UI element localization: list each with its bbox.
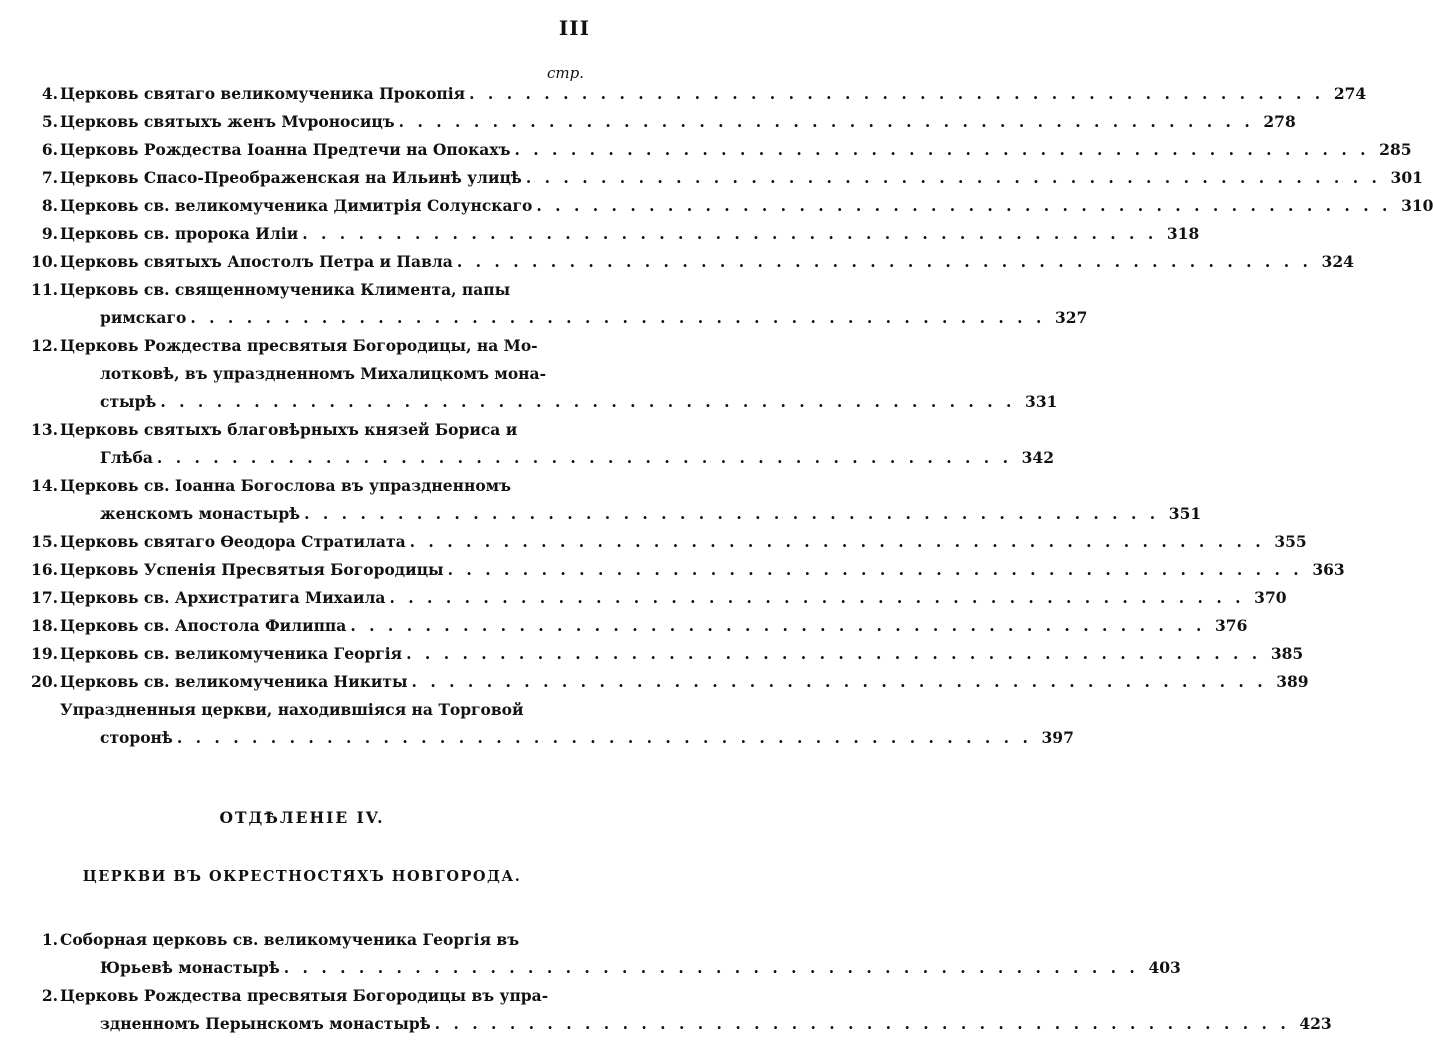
toc-entry-line: [60, 80, 1367, 108]
dot-leader: . . . . . . . . . . . . . . . . . . . . . . . . . . . . . . . . . . . . . . . . . . . . . .: [350, 616, 1206, 635]
table-of-contents-bottom: [0, 926, 1332, 1038]
toc-entry: [0, 248, 1354, 276]
toc-entry-text: Церковь св. священномученика Климента, папы: [60, 280, 511, 299]
toc-entry-text: Церковь св. Апостола Филиппа: [60, 616, 347, 635]
toc-entry-text: Церковь Рождества пресвятыя Богородицы, на Мо-: [60, 336, 538, 355]
toc-entry-page: 389: [1276, 672, 1309, 691]
toc-entry-number: 13.: [31, 420, 58, 439]
toc-entry-number: 12.: [31, 336, 58, 355]
toc-entry-text: Церковь святаго Ѳеодора Стратилата: [60, 532, 406, 551]
toc-entry-text: Церковь св. великомученика Никиты: [60, 672, 408, 691]
toc-entry: [0, 220, 1200, 248]
section-heading: ОТДѢЛЕНІЕ IV.: [219, 808, 385, 827]
toc-entry-number: 4.: [41, 84, 58, 103]
toc-entry-page: 385: [1270, 644, 1304, 663]
toc-entry-number: 6.: [41, 140, 58, 159]
toc-entry-number: 9.: [41, 224, 58, 243]
dot-leader: . . . . . . . . . . . . . . . . . . . . . . . . . . . . . . . . . . . . . . . . . . . . . .: [411, 672, 1267, 691]
toc-entry-page: 397: [1041, 728, 1074, 747]
toc-entry-line: [60, 926, 590, 954]
toc-entry-number: 2.: [41, 986, 58, 1005]
toc-entry: [0, 612, 1248, 640]
toc-entry-line: [60, 108, 1296, 136]
page-number: III: [558, 16, 590, 40]
dot-leader: . . . . . . . . . . . . . . . . . . . . . . . . . . . . . . . . . . . . . . . . . . . . . .: [469, 84, 1325, 103]
toc-entry-page: 351: [1168, 504, 1202, 523]
toc-entry-number: 10.: [31, 252, 58, 271]
toc-entry-number: 15.: [31, 532, 58, 551]
toc-entry-page: 331: [1025, 392, 1058, 411]
toc-entry-number: 17.: [31, 588, 58, 607]
toc-entry: [0, 640, 1304, 668]
toc-entry-page: 342: [1021, 448, 1054, 467]
dot-leader: . . . . . . . . . . . . . . . . . . . . . . . . . . . . . . . . . . . . . . . . . . . . . .: [434, 1014, 1290, 1033]
toc-entry: [0, 556, 1345, 584]
dot-leader: . . . . . . . . . . . . . . . . . . . . . . . . . . . . . . . . . . . . . . . . . . . . . .: [160, 392, 1016, 411]
toc-entry-line: [60, 668, 1309, 696]
toc-entry: [0, 982, 1332, 1038]
toc-entry-number: 18.: [31, 616, 58, 635]
toc-entry-line: [60, 276, 590, 304]
toc-entry-line: [60, 332, 590, 360]
toc-entry: [0, 80, 1367, 108]
toc-entry-page: 327: [1055, 308, 1088, 327]
table-of-contents-top: [0, 80, 1433, 752]
dot-leader: . . . . . . . . . . . . . . . . . . . . . . . . . . . . . . . . . . . . . . . . . . . . . .: [156, 448, 1012, 467]
toc-entry-number: 20.: [31, 672, 58, 691]
toc-entry-number: 16.: [31, 560, 58, 579]
toc-entry-page: 423: [1299, 1014, 1332, 1033]
toc-entry-title: [60, 668, 1309, 696]
dot-leader: . . . . . . . . . . . . . . . . . . . . . . . . . . . . . . . . . . . . . . . . . . . . . .: [304, 504, 1160, 523]
toc-entry-page: 285: [1379, 140, 1412, 159]
toc-entry-title: [60, 164, 1423, 192]
toc-entry: [0, 192, 1433, 220]
toc-entry-line: [60, 500, 1202, 528]
toc-entry-text: Церковь св. пророка Иліи: [60, 224, 299, 243]
toc-entry-title: [60, 332, 1058, 416]
toc-entry-text: Церковь Рождества Іоанна Предтечи на Опокахъ: [60, 140, 511, 159]
toc-entry: [0, 332, 1058, 416]
dot-leader: . . . . . . . . . . . . . . . . . . . . . . . . . . . . . . . . . . . . . . . . . . . . . .: [447, 560, 1303, 579]
toc-entry-line: [60, 388, 1058, 416]
page-column-header: стр.: [547, 64, 584, 82]
section-subheading: ЦЕРКВИ ВЪ ОКРЕСТНОСТЯХЪ НОВГОРОДА.: [82, 868, 522, 885]
dot-leader: . . . . . . . . . . . . . . . . . . . . . . . . . . . . . . . . . . . . . . . . . . . . . .: [456, 252, 1312, 271]
toc-entry: [0, 164, 1423, 192]
toc-entry-line: [60, 696, 590, 724]
toc-entry: [0, 528, 1307, 556]
dot-leader: . . . . . . . . . . . . . . . . . . . . . . . . . . . . . . . . . . . . . . . . . . . . . .: [389, 588, 1245, 607]
toc-entry-line: [60, 724, 1074, 752]
toc-entry-line: [60, 640, 1304, 668]
toc-entry-title: [60, 982, 1332, 1038]
toc-entry-line: [60, 248, 1354, 276]
toc-entry-page: 363: [1312, 560, 1345, 579]
toc-entry: [0, 276, 1088, 332]
toc-entry-title: [60, 192, 1433, 220]
toc-entry-title: [60, 80, 1367, 108]
toc-entry-text: Церковь св. великомученика Димитрія Солунскаго: [60, 196, 533, 215]
toc-entry-title: [60, 472, 1202, 528]
toc-entry-text: Церковь святыхъ Апостолъ Петра и Павла: [60, 252, 453, 271]
dot-leader: . . . . . . . . . . . . . . . . . . . . . . . . . . . . . . . . . . . . . . . . . . . . . .: [398, 112, 1254, 131]
toc-entry-title: [60, 640, 1304, 668]
toc-entry-page: 403: [1148, 958, 1181, 977]
toc-entry-number: 1.: [41, 930, 58, 949]
dot-leader: . . . . . . . . . . . . . . . . . . . . . . . . . . . . . . . . . . . . . . . . . . . . . .: [525, 168, 1381, 187]
toc-entry-title: [60, 220, 1200, 248]
toc-entry-text: Упраздненныя церкви, находившіяся на Торговой: [60, 700, 524, 719]
toc-entry-line: [60, 444, 1054, 472]
toc-entry-title: [60, 612, 1248, 640]
toc-entry-text: Церковь Успенія Пресвятыя Богородицы: [60, 560, 444, 579]
toc-entry-line: [60, 982, 590, 1010]
toc-entry-page: 278: [1263, 112, 1296, 131]
toc-entry-text: Церковь святаго великомученика Прокопія: [60, 84, 466, 103]
toc-entry-text: Церковь Рождества пресвятыя Богородицы въ упра-: [60, 986, 549, 1005]
toc-entry-line: [60, 192, 1433, 220]
toc-entry: [0, 668, 1309, 696]
toc-entry-number: 5.: [41, 112, 58, 131]
toc-entry-line: [60, 164, 1423, 192]
toc-entry: [0, 136, 1412, 164]
toc-entry-title: [60, 108, 1296, 136]
toc-entry-number: 7.: [41, 168, 58, 187]
toc-entry-text: Юрьевѣ монастырѣ: [100, 958, 280, 977]
toc-entry-title: [60, 136, 1412, 164]
toc-entry-page: 318: [1166, 224, 1200, 243]
toc-entry-title: [60, 528, 1307, 556]
toc-entry-line: [60, 304, 1088, 332]
toc-entry-line: [60, 612, 1248, 640]
toc-entry-text: Церковь св. Іоанна Богослова въ упраздненномъ: [60, 476, 512, 495]
toc-entry-page: 301: [1390, 168, 1423, 187]
toc-entry-page: 310: [1401, 196, 1433, 215]
toc-entry-text: женскомъ монастырѣ: [100, 504, 301, 523]
toc-entry-title: [60, 416, 1054, 472]
toc-entry-page: 274: [1333, 84, 1367, 103]
toc-entry-number: 19.: [31, 644, 58, 663]
toc-entry-line: [60, 954, 1181, 982]
toc-entry-line: [60, 528, 1307, 556]
toc-entry-text: Церковь святыхъ женъ Мvроносицъ: [60, 112, 395, 131]
toc-entry-title: [60, 926, 1181, 982]
dot-leader: . . . . . . . . . . . . . . . . . . . . . . . . . . . . . . . . . . . . . . . . . . . . . .: [302, 224, 1158, 243]
toc-entry: [0, 584, 1287, 612]
toc-entry-page: 376: [1215, 616, 1248, 635]
toc-entry-number: 8.: [41, 196, 58, 215]
toc-entry-text: здненномъ Перынскомъ монастырѣ: [100, 1014, 431, 1033]
toc-entry-line: [60, 556, 1345, 584]
toc-entry-line: [60, 416, 590, 444]
toc-entry-title: [60, 276, 1088, 332]
toc-entry-text: стырѣ: [100, 392, 157, 411]
toc-entry-title: [60, 696, 1074, 752]
toc-entry-page: 370: [1254, 588, 1287, 607]
toc-entry-title: [60, 584, 1287, 612]
toc-entry: [0, 472, 1202, 528]
dot-leader: . . . . . . . . . . . . . . . . . . . . . . . . . . . . . . . . . . . . . . . . . . . . . .: [190, 308, 1046, 327]
toc-entry-line: [60, 220, 1200, 248]
dot-leader: . . . . . . . . . . . . . . . . . . . . . . . . . . . . . . . . . . . . . . . . . . . . . .: [409, 532, 1265, 551]
dot-leader: . . . . . . . . . . . . . . . . . . . . . . . . . . . . . . . . . . . . . . . . . . . . . .: [406, 644, 1262, 663]
toc-entry-line: [60, 360, 590, 388]
toc-entry-text: Церковь св. великомученика Георгія: [60, 644, 403, 663]
toc-entry-text: римскаго: [100, 308, 187, 327]
toc-entry-text: Церковь святыхъ благовѣрныхъ князей Бориса и: [60, 420, 518, 439]
toc-entry-number: 14.: [31, 476, 58, 495]
toc-entry-text: Церковь Спасо-Преображенская на Ильинѣ улицѣ: [60, 168, 522, 187]
toc-entry-text: Церковь св. Архистратига Михаила: [60, 588, 386, 607]
toc-entry-page: 355: [1274, 532, 1307, 551]
toc-entry-line: [60, 472, 590, 500]
toc-entry: [0, 108, 1296, 136]
toc-entry-line: [60, 584, 1287, 612]
dot-leader: . . . . . . . . . . . . . . . . . . . . . . . . . . . . . . . . . . . . . . . . . . . . . .: [514, 140, 1370, 159]
toc-entry-page: 324: [1321, 252, 1354, 271]
toc-entry: [0, 926, 1181, 982]
toc-entry-text: лотковѣ, въ упраздненномъ Михалицкомъ мона-: [100, 364, 546, 383]
toc-entry: [0, 696, 1074, 752]
toc-entry-text: Соборная церковь св. великомученика Георгія въ: [60, 930, 520, 949]
toc-entry: [0, 416, 1054, 472]
toc-entry-text: Глѣба: [100, 448, 153, 467]
toc-entry-title: [60, 556, 1345, 584]
dot-leader: . . . . . . . . . . . . . . . . . . . . . . . . . . . . . . . . . . . . . . . . . . . . . .: [176, 728, 1032, 747]
toc-entry-title: [60, 248, 1354, 276]
toc-entry-text: сторонѣ: [100, 728, 173, 747]
toc-entry-line: [60, 136, 1412, 164]
toc-entry-line: [60, 1010, 1332, 1038]
dot-leader: . . . . . . . . . . . . . . . . . . . . . . . . . . . . . . . . . . . . . . . . . . . . . .: [283, 958, 1139, 977]
toc-entry-number: 11.: [31, 280, 58, 299]
dot-leader: . . . . . . . . . . . . . . . . . . . . . . . . . . . . . . . . . . . . . . . . . . . . . .: [536, 196, 1392, 215]
